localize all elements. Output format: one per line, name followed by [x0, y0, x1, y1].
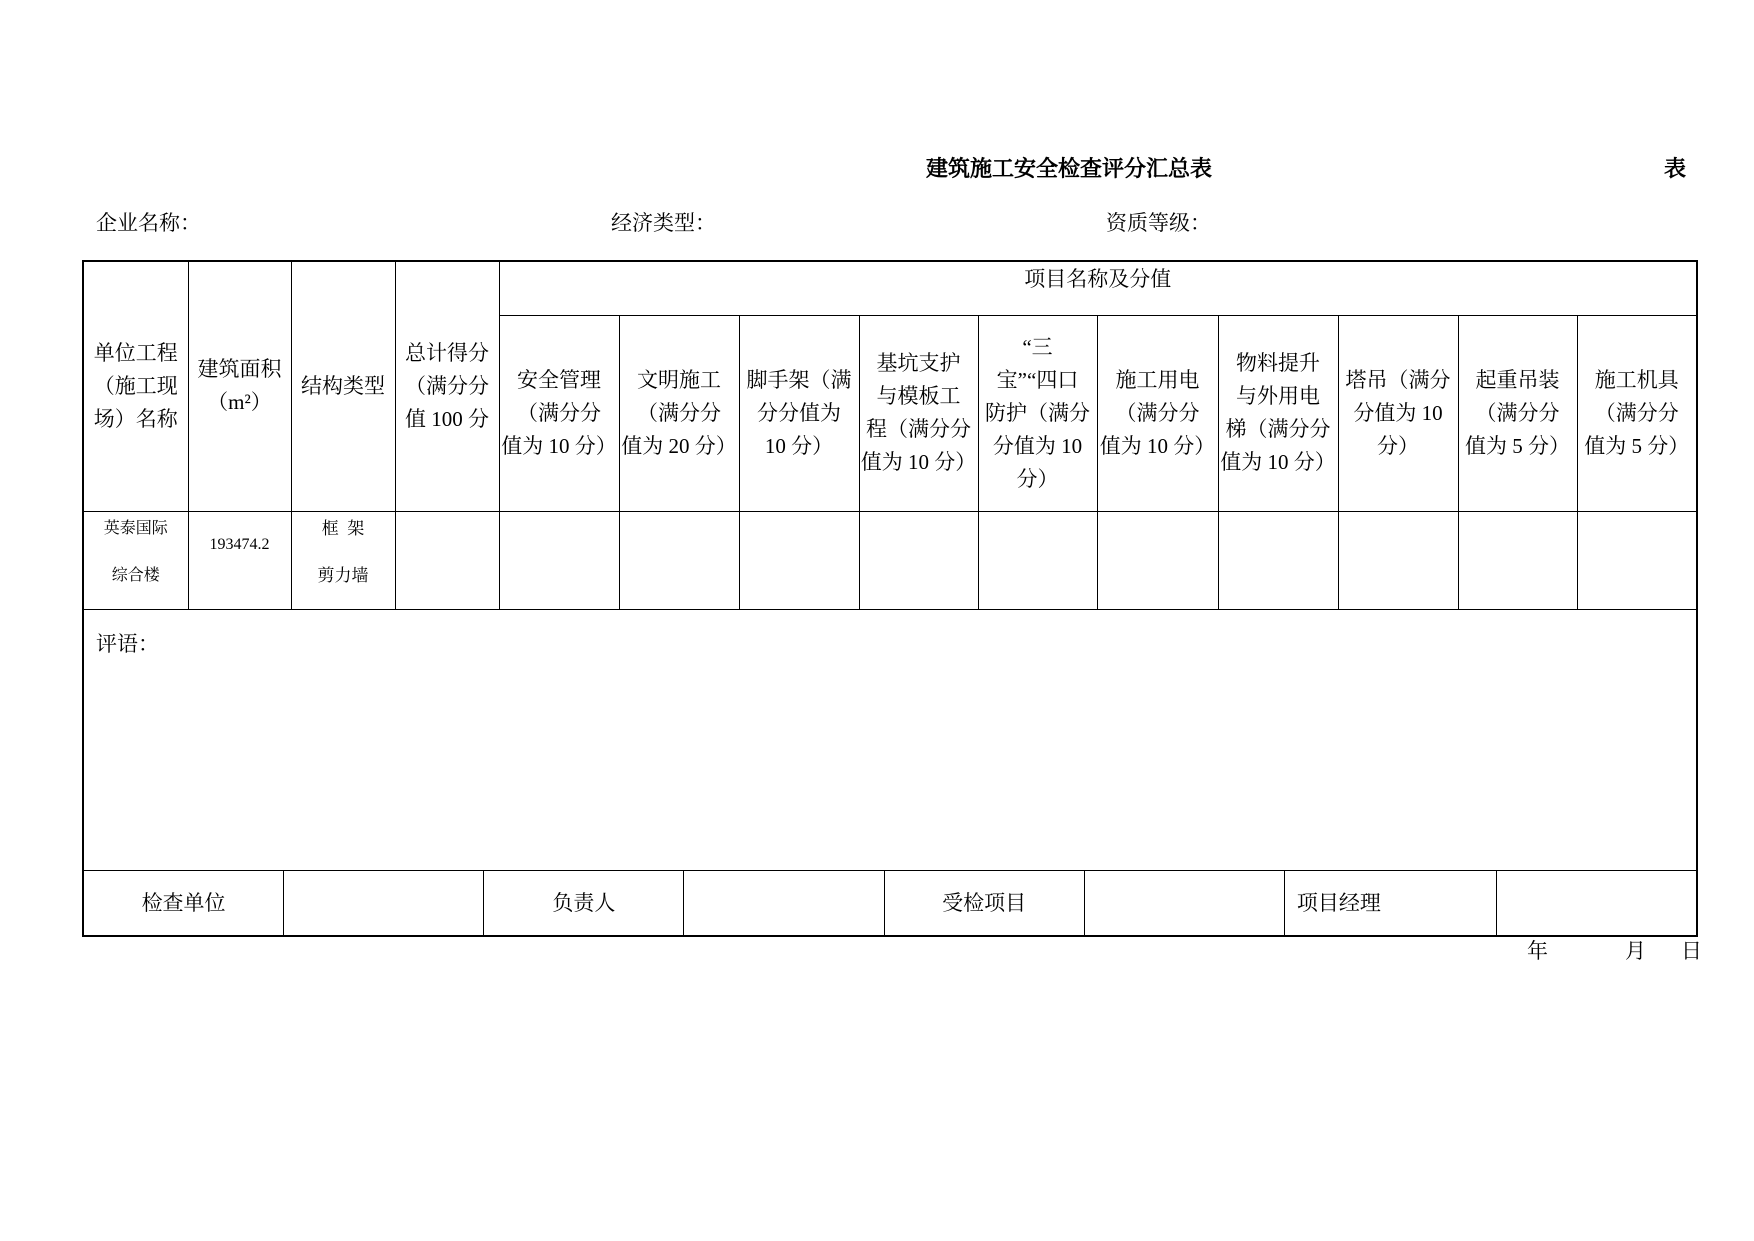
date-day-label: 日: [1681, 939, 1702, 963]
comments-label: 评语：: [96, 631, 159, 656]
header-material-hoist-elevator: [1218, 315, 1338, 511]
header-line: 分值为 10: [1353, 400, 1443, 425]
header-line: （满分分: [1594, 400, 1679, 425]
header-line: 施工机具: [1594, 367, 1679, 392]
header-structure-type: [291, 261, 395, 511]
header-construction-machinery: [1577, 315, 1697, 511]
header-total-score: [395, 261, 499, 511]
header-line: 值为 10 分）: [1099, 433, 1216, 458]
header-line: 分分值为: [757, 400, 841, 425]
header-line: 物料提升: [1236, 351, 1320, 375]
header-line: 值为 20 分）: [621, 433, 737, 458]
header-content: [396, 337, 499, 436]
header-line: （施工现: [93, 373, 178, 398]
score-cell-construction-electricity: [1097, 511, 1218, 609]
score-cell-material-hoist-elevator: [1218, 511, 1338, 609]
table-suffix-label: 表: [1664, 156, 1687, 181]
header-three-treasures-four-openings: [978, 315, 1097, 511]
header-content: [84, 337, 188, 436]
header-line: 值为 10 分）: [501, 433, 617, 458]
header-content: [1219, 347, 1338, 479]
structure-type-cell: [291, 511, 395, 609]
header-content: [1339, 364, 1458, 463]
header-line: （满分分: [1115, 400, 1200, 425]
header-content: [979, 331, 1097, 496]
header-line: 基坑支护: [876, 351, 961, 375]
unit-name-cell: [83, 511, 188, 609]
table-row: [83, 511, 1697, 609]
header-line: 与外用电: [1236, 384, 1320, 408]
project-manager-label: 项目经理: [1284, 871, 1496, 935]
inspected-project-value: [1084, 871, 1284, 935]
header-safety-management: [499, 315, 619, 511]
qualification-level-label: 资质等级：: [1106, 211, 1211, 235]
responsible-person-label: 负责人: [483, 871, 683, 935]
header-hoisting: [1458, 315, 1577, 511]
unit-name-line: 英泰国际: [103, 519, 168, 537]
header-line: 值为 10 分）: [1220, 450, 1336, 474]
header-line: （满分分: [517, 400, 601, 425]
header-line: 建筑面积: [197, 357, 282, 382]
score-cell-three-treasures-four-openings: [978, 511, 1097, 609]
economic-type-label: 经济类型：: [611, 211, 716, 235]
header-line: 程（满分分: [866, 417, 971, 441]
header-civilized-construction: [619, 315, 739, 511]
footer-cell: [83, 870, 1697, 936]
header-line: 分）: [1016, 466, 1059, 491]
header-items-group: 项目名称及分值: [499, 261, 1697, 315]
header-content: [620, 364, 739, 463]
comments-row: [83, 609, 1697, 870]
header-line: 与模板工: [876, 384, 961, 408]
score-cell-foundation-pit-formwork: [859, 511, 978, 609]
score-cell-construction-machinery: [1577, 511, 1697, 609]
building-area-value: 193474.2: [209, 535, 270, 553]
header-line: 脚手架（满: [746, 367, 852, 392]
footer-row: [83, 870, 1697, 936]
header-line: （满分分: [405, 373, 489, 398]
header-content: [292, 370, 395, 403]
header-line: 分）: [1377, 433, 1419, 458]
header-line: 场）名称: [93, 406, 178, 431]
header-row-top: [83, 261, 1697, 315]
header-line: 值为 10 分）: [860, 450, 977, 474]
header-building-area: [188, 261, 291, 511]
header-line: 起重吊装: [1475, 367, 1560, 392]
header-content: [740, 364, 859, 463]
score-cell-safety-management: [499, 511, 619, 609]
signoff-bar: [84, 871, 1696, 935]
header-scaffolding: [739, 315, 859, 511]
header-line: 结构类型: [301, 373, 385, 398]
company-name-label: 企业名称：: [96, 211, 201, 235]
inspection-unit-label: 检查单位: [141, 890, 226, 915]
header-content: [189, 353, 291, 419]
header-line: 10 分）: [764, 433, 834, 458]
score-cell-hoisting: [1458, 511, 1577, 609]
header-line: 施工用电: [1115, 367, 1200, 392]
inspected-project-label: 受检项目: [884, 871, 1084, 935]
building-area-cell: [188, 511, 291, 609]
header-line: 塔吊（满分: [1345, 367, 1451, 392]
header-line: 总计得分: [405, 340, 489, 365]
header-line: （满分分: [637, 400, 721, 425]
page-title: 建筑施工安全检查评分汇总表: [926, 156, 1213, 181]
score-cell-tower-crane: [1338, 511, 1458, 609]
header-content: [1459, 364, 1577, 463]
header-content: [500, 364, 619, 463]
score-summary-table: [82, 260, 1698, 937]
header-line: 梯（满分分: [1225, 417, 1331, 441]
score-cell-scaffolding: [739, 511, 859, 609]
header-construction-electricity: [1097, 315, 1218, 511]
header-line: 值为 5 分）: [1584, 433, 1690, 458]
header-line: 值为 5 分）: [1465, 433, 1570, 458]
header-line: 宝”“四口: [996, 367, 1079, 392]
header-line: （满分分: [1475, 400, 1560, 425]
header-tower-crane: [1338, 315, 1458, 511]
unit-name-line: 综合楼: [111, 566, 160, 584]
header-line: 安全管理: [517, 367, 601, 392]
header-line: 分值为 10: [992, 433, 1083, 458]
structure-type-line: 剪力墙: [317, 565, 369, 585]
responsible-person-value: [683, 871, 883, 935]
header-line: 防护（满分: [985, 400, 1090, 425]
header-line: 值 100 分: [405, 406, 489, 431]
header-content: [1098, 364, 1218, 463]
comments-cell: [83, 609, 1697, 870]
date-month-label: 月: [1625, 939, 1646, 963]
header-line: （m²）: [207, 390, 272, 415]
header-line: “三: [1022, 334, 1053, 359]
inspection-unit-value: [283, 871, 483, 935]
project-manager-value: [1496, 871, 1696, 935]
header-foundation-pit-formwork: [859, 315, 978, 511]
date-year-label: 年: [1527, 939, 1548, 963]
header-unit-project-name: [83, 261, 188, 511]
total-score-cell: [395, 511, 499, 609]
structure-type-line: 框 架: [321, 518, 365, 538]
header-line: 文明施工: [637, 367, 721, 392]
score-cell-civilized-construction: [619, 511, 739, 609]
header-line: 单位工程: [93, 340, 178, 365]
header-content: [1578, 364, 1697, 463]
header-content: [860, 347, 978, 479]
